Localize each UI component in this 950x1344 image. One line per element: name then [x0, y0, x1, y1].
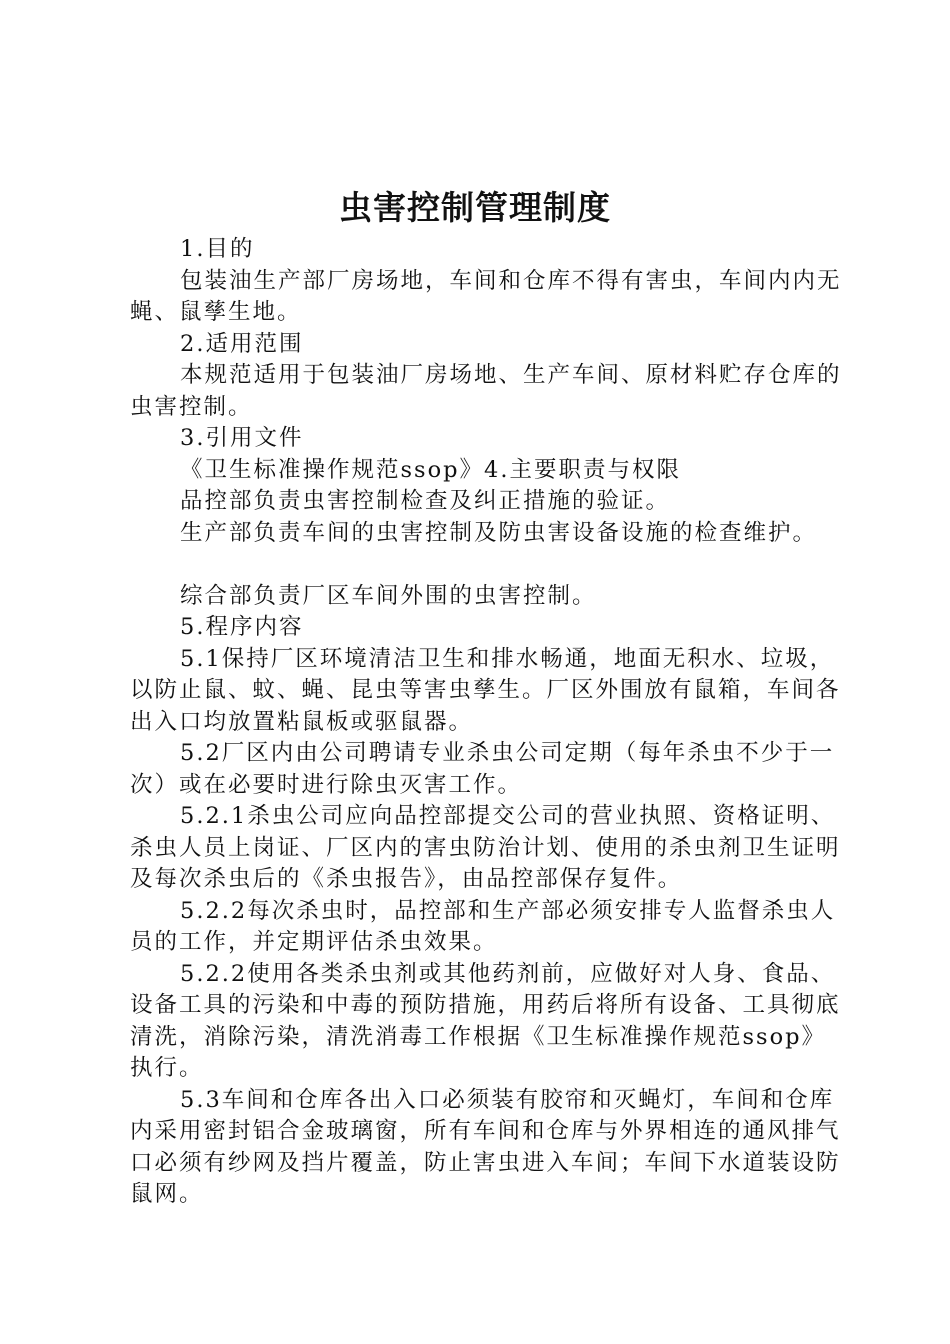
paragraph-5-3: 5.3车间和仓库各出入口必须装有胶帘和灭蝇灯，车间和仓库内采用密封铝合金玻璃窗，所有车间和仓库与外界相连的通风排气口必须有纱网及挡片覆盖，防止害虫进入车间；车间下水道装设防鼠网。 — [130, 1086, 841, 1207]
paragraph-scope: 本规范适用于包装油厂房场地、生产车间、原材料贮存仓库的虫害控制。 — [130, 362, 842, 420]
paragraph-5-2-1: 5.2.1杀虫公司应向品控部提交公司的营业执照、资格证明、杀虫人员上岗证、厂区内的害虫防治计划、使用的杀虫剂卫生证明及每次杀虫后的《杀虫报告》，由品控部保存复件。 — [130, 803, 841, 892]
paragraph-purpose: 包装油生产部厂房场地，车间和仓库不得有害虫，车间内内无蝇、鼠孳生地。 — [130, 267, 842, 325]
paragraph-5-2-2-a: 5.2.2每次杀虫时，品控部和生产部必须安排专人监督杀虫人员的工作，并定期评估杀虫效果。 — [130, 897, 836, 955]
paragraph-5-1: 5.1保持厂区环境清洁卫生和排水畅通，地面无积水、垃圾，以防止鼠、蚊、蝇、昆虫等害虫孳生。厂区外围放有鼠箱，车间各出入口均放置粘鼠板或驱鼠器。 — [130, 645, 841, 735]
section-heading-references: 3.引用文件 — [180, 425, 304, 451]
document-title: 虫害控制管理制度 — [339, 188, 611, 227]
paragraph-qc-duty: 品控部负责虫害控制检查及纠正措施的验证。 — [180, 488, 671, 514]
paragraph-5-2-2-b: 5.2.2使用各类杀虫剂或其他药剂前，应做好对人身、食品、设备工具的污染和中毒的预防措施，用药后将所有设备、工具彻底清洗，消除污染，清洗消毒工作根据《卫生标准操作规范ssop》执行。 — [130, 960, 841, 1081]
section-heading-purpose: 1.目的 — [180, 236, 255, 262]
paragraph-admin-duty: 综合部负责厂区车间外围的虫害控制。 — [180, 582, 597, 609]
document-body — [130, 234, 850, 1211]
paragraph-production-duty: 生产部负责车间的虫害控制及防虫害设备设施的检查维护。 — [180, 519, 818, 546]
section-heading-scope: 2.适用范围 — [180, 330, 304, 357]
paragraph-references: 《卫生标准操作规范ssop》4.主要职责与权限 — [180, 456, 682, 483]
paragraph-5-2: 5.2厂区内由公司聘请专业杀虫公司定期（每年杀虫不少于一次）或在必要时进行除虫灭害工作。 — [130, 740, 835, 798]
section-heading-procedure: 5.程序内容 — [180, 614, 304, 640]
